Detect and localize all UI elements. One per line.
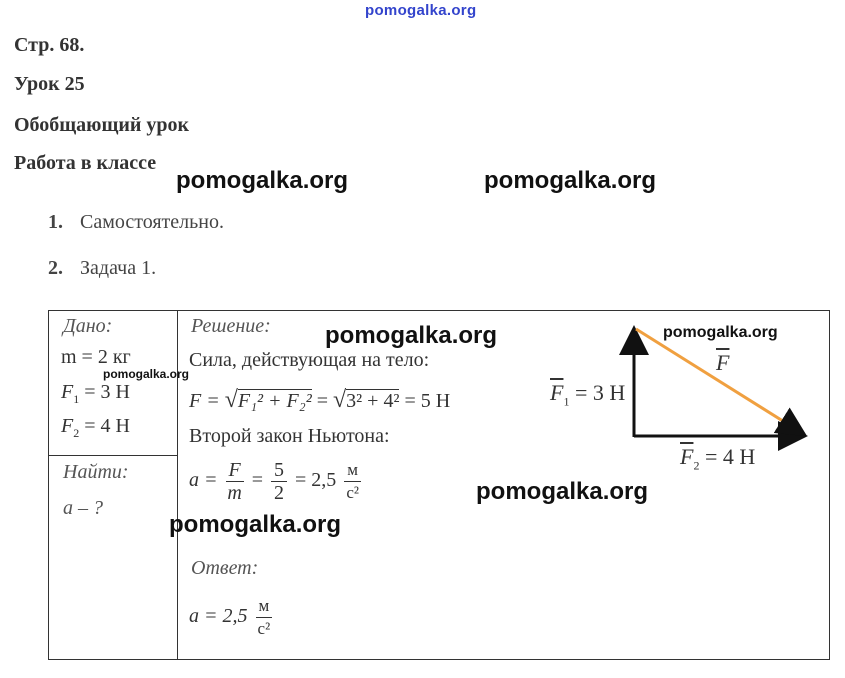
page-number-heading: Стр. 68.: [14, 34, 85, 56]
watermark-4: pomogalka.org: [663, 324, 778, 341]
watermark-6: pomogalka.org: [476, 478, 649, 505]
item-number: 2.: [48, 257, 63, 279]
acceleration-formula: a = $\frac{F}{m}$ = $\frac{5}{2}$ = 2,5 $\frac{м}{\text{с²}}$: [189, 459, 364, 504]
lesson-heading: Урок 25: [14, 73, 85, 95]
watermark-1: pomogalka.org: [176, 167, 349, 194]
f2-label: $\overline{F}_2 = 4$ Н: [680, 444, 756, 473]
given-mass: m = 2 кг: [61, 346, 131, 368]
solution-label: Решение:: [191, 315, 271, 337]
given-f2: $F_2 = 4$ Н: [61, 415, 130, 440]
unit-fraction: $\frac{м}{\text{с²}}$: [344, 459, 361, 504]
resultant-vector-arrow: [636, 329, 802, 433]
given-label: Дано:: [63, 315, 113, 337]
answer-label: Ответ:: [191, 557, 259, 579]
list-item: [48, 211, 224, 234]
table-row-divider: [49, 455, 177, 456]
table-column-divider: [177, 311, 178, 659]
resultant-label: $\overline{F}$: [716, 350, 730, 375]
force-text: Сила, действующая на тело:: [189, 349, 430, 371]
newton-text: Второй закон Ньютона:: [189, 425, 390, 447]
section-heading: Работа в классе: [14, 152, 157, 174]
given-f1: $F_1 = 3$ Н: [61, 381, 130, 406]
top-watermark: pomogalka.org: [365, 2, 477, 19]
f1-label: $\overline{F}_1 = 3$ Н: [550, 380, 626, 409]
list-item: [48, 257, 156, 280]
item-text: Задача 1.: [80, 257, 157, 279]
item-text: Самостоятельно.: [80, 211, 224, 233]
find-unknown: a – ?: [63, 497, 103, 519]
find-label: Найти:: [63, 461, 129, 483]
answer-formula: a = 2,5 $\frac{м}{\text{с²}}$: [189, 595, 275, 640]
watermark-7: pomogalka.org: [169, 511, 342, 538]
answer-unit-fraction: $\frac{м}{\text{с²}}$: [256, 595, 273, 640]
watermark-5: pomogalka.org: [103, 367, 190, 381]
watermark-3: pomogalka.org: [325, 322, 498, 349]
fraction-f-over-m: $\frac{F}{m}$: [227, 459, 242, 504]
item-number: 1.: [48, 211, 63, 233]
topic-heading: Обобщающий урок: [14, 114, 190, 136]
watermark-2: pomogalka.org: [484, 167, 657, 194]
force-formula: F = √F₁² + F₂² = √3² + 4² = 5 Н: [189, 387, 451, 413]
fraction-5-over-2: $\frac{5}{2}$: [271, 459, 287, 504]
